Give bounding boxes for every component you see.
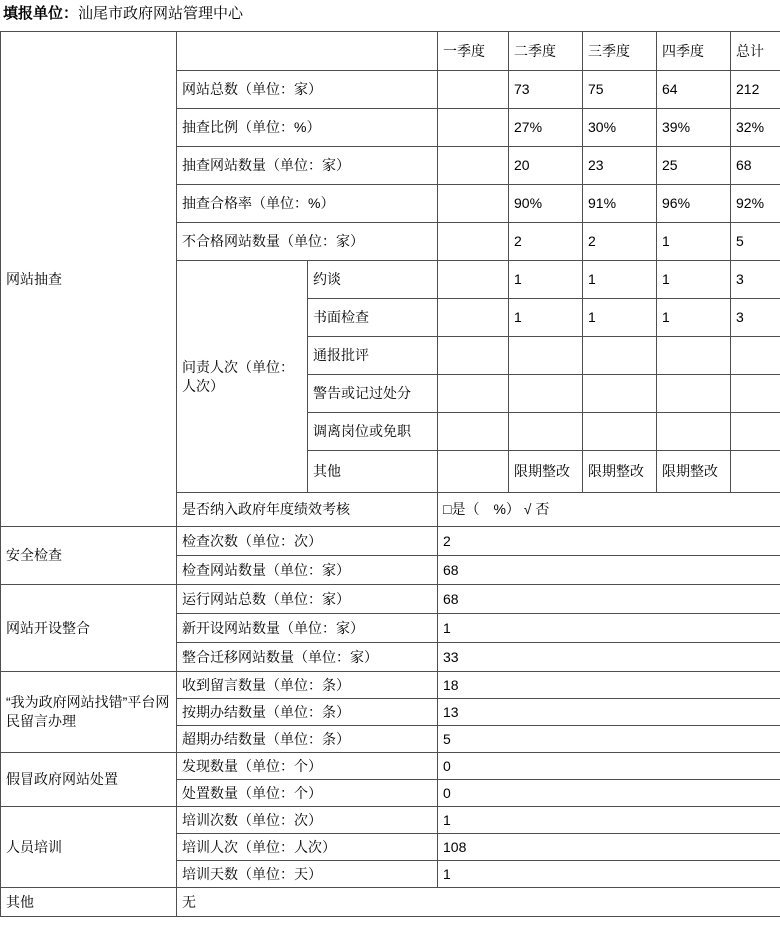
header-q3: 三季度 [583,32,657,71]
table-row-other [1,888,780,917]
title-label: 填报单位： [3,5,79,22]
row-label: 新开设网站数量（单位：家） [177,614,438,643]
cell-q3: 75 [583,71,657,109]
group-other: 其他 [1,888,177,917]
cell-total [731,451,780,493]
header-q1: 一季度 [438,32,509,71]
row-label: 抽查合格率（单位：%） [177,185,438,223]
group-personnel-training: 人员培训 [1,807,177,888]
cell-q3: 2 [583,223,657,261]
cell-q2 [509,337,583,375]
cell-q4: 1 [657,223,731,261]
cell-q4: 96% [657,185,731,223]
row-label: 按期办结数量（单位：条） [177,699,438,726]
cell-value: 无 [177,888,780,917]
cell-q1 [438,185,509,223]
header-total: 总计 [731,32,780,71]
group-website-spotcheck: 网站抽查 [1,32,177,527]
cell-q1 [438,109,509,147]
title-value: 汕尾市政府网站管理中心 [78,5,244,22]
cell-q2: 90% [509,185,583,223]
cell-value: 0 [438,753,780,780]
cell-q4: 25 [657,147,731,185]
cell-total [731,413,780,451]
cell-q4 [657,413,731,451]
cell-total [731,337,780,375]
cell-q3: 91% [583,185,657,223]
cell-total: 5 [731,223,780,261]
row-label: 不合格网站数量（单位：家） [177,223,438,261]
group-site-integration: 网站开设整合 [1,585,177,672]
cell-q4: 64 [657,71,731,109]
cell-value: 2 [438,527,780,556]
row-label: 培训人次（单位：人次） [177,834,438,861]
cell-q4: 1 [657,261,731,299]
table-row-running-sites [1,585,780,614]
cell-q2: 27% [509,109,583,147]
cell-q2 [509,413,583,451]
cell-value: 68 [438,585,780,614]
row-label: 检查次数（单位：次） [177,527,438,556]
cell-q3: 1 [583,261,657,299]
cell-total: 212 [731,71,780,109]
row-label: 通报批评 [308,337,438,375]
row-label: 其他 [308,451,438,493]
accountability-label: 问责人次（单位：人次） [177,261,308,493]
cell-value: 18 [438,672,780,699]
cell-total: 32% [731,109,780,147]
cell-q4: 限期整改 [657,451,731,493]
cell-total [731,375,780,413]
cell-q1 [438,413,509,451]
table-row-check-times [1,527,780,556]
cell-q4: 1 [657,299,731,337]
row-label: 整合迁移网站数量（单位：家） [177,643,438,672]
cell-q3: 30% [583,109,657,147]
table-row-header [1,32,780,71]
cell-value: 0 [438,780,780,807]
table-row-fake-found [1,753,780,780]
row-label: 超期办结数量（单位：条） [177,726,438,753]
cell-q2: 20 [509,147,583,185]
page-title [0,0,780,31]
row-label: 抽查网站数量（单位：家） [177,147,438,185]
cell-q3 [583,375,657,413]
cell-q3: 1 [583,299,657,337]
cell-total: 92% [731,185,780,223]
row-label: 发现数量（单位：个） [177,753,438,780]
row-label: 培训次数（单位：次） [177,807,438,834]
cell-q1 [438,337,509,375]
cell-q4 [657,337,731,375]
table-row-messages-received [1,672,780,699]
header-empty-cell [177,32,438,71]
report-table [0,31,780,917]
cell-q1 [438,299,509,337]
cell-q3 [583,337,657,375]
row-label: 收到留言数量（单位：条） [177,672,438,699]
row-label: 约谈 [308,261,438,299]
row-label: 检查网站数量（单位：家） [177,556,438,585]
group-security-check: 安全检查 [1,527,177,585]
cell-q2: 1 [509,261,583,299]
cell-q4 [657,375,731,413]
cell-q3: 限期整改 [583,451,657,493]
row-label: 调离岗位或免职 [308,413,438,451]
cell-q3 [583,413,657,451]
cell-value: 1 [438,614,780,643]
table-row-training-times [1,807,780,834]
row-label: 警告或记过处分 [308,375,438,413]
cell-total: 3 [731,299,780,337]
row-label: 网站总数（单位：家） [177,71,438,109]
cell-value: 108 [438,834,780,861]
cell-total: 68 [731,147,780,185]
cell-value: 68 [438,556,780,585]
row-label: 培训天数（单位：天） [177,861,438,888]
row-label: 书面检查 [308,299,438,337]
cell-q1 [438,375,509,413]
cell-q1 [438,223,509,261]
cell-q2: 限期整改 [509,451,583,493]
cell-value: 5 [438,726,780,753]
cell-q1 [438,261,509,299]
cell-value: 13 [438,699,780,726]
cell-q3: 23 [583,147,657,185]
cell-q4: 39% [657,109,731,147]
cell-total: 3 [731,261,780,299]
row-label: 抽查比例（单位：%） [177,109,438,147]
assessment-value: □是（ %） √ 否 [438,493,780,527]
row-label: 是否纳入政府年度绩效考核 [177,493,438,527]
cell-q1 [438,147,509,185]
cell-value: 33 [438,643,780,672]
cell-q2: 73 [509,71,583,109]
cell-q2 [509,375,583,413]
cell-q2: 2 [509,223,583,261]
cell-value: 1 [438,807,780,834]
cell-q2: 1 [509,299,583,337]
cell-q1 [438,451,509,493]
cell-value: 1 [438,861,780,888]
header-q2: 二季度 [509,32,583,71]
header-q4: 四季度 [657,32,731,71]
row-label: 处置数量（单位：个） [177,780,438,807]
row-label: 运行网站总数（单位：家） [177,585,438,614]
cell-q1 [438,71,509,109]
group-fake-site-disposal: 假冒政府网站处置 [1,753,177,807]
group-error-platform: “我为政府网站找错”平台网民留言办理 [1,672,177,753]
